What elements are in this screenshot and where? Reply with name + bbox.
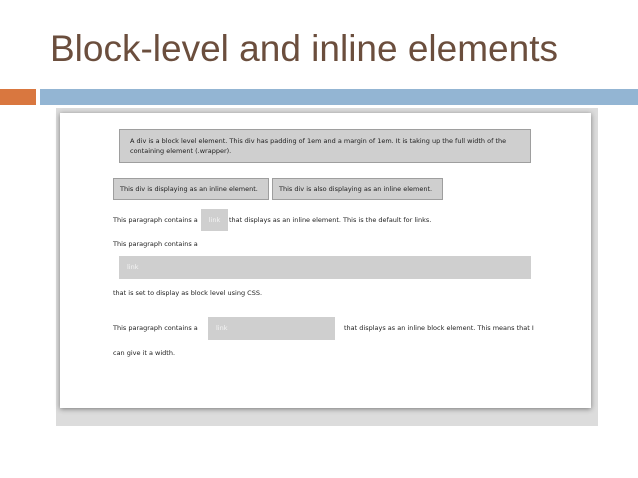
accent-bar-blue (40, 89, 638, 105)
para2-text-before: This paragraph contains a (113, 240, 198, 248)
para1-text-after: that displays as an inline element. This is the default for links. (229, 216, 432, 224)
para1-text-before: This paragraph contains a (113, 216, 198, 224)
block-link[interactable]: link (119, 256, 531, 279)
para3-text-before: This paragraph contains a (113, 324, 198, 332)
inline-div-1-text: This div is displaying as an inline element. (120, 185, 258, 193)
para2-text-after: that is set to display as block level using CSS. (113, 289, 263, 297)
inline-div-1 (113, 178, 269, 200)
embedded-screenshot (60, 113, 591, 408)
block-level-div (119, 129, 531, 163)
para3-text-after: that displays as an inline block element. This means that I (344, 324, 534, 332)
slide-title: Block-level and inline elements (50, 28, 558, 69)
accent-bar-orange (0, 89, 36, 105)
para3-text-line2: can give it a width. (113, 349, 176, 357)
inline-div-2-text: This div is also displaying as an inline element. (279, 185, 433, 193)
block-div-text: A div is a block level element. This div has padding of 1em and a margin of 1em. It is taking up the full width of the containing element (.wrapper). (130, 137, 507, 155)
inline-link[interactable]: link (201, 209, 228, 231)
inline-div-2 (272, 178, 443, 200)
inline-block-link[interactable]: link (208, 317, 335, 340)
